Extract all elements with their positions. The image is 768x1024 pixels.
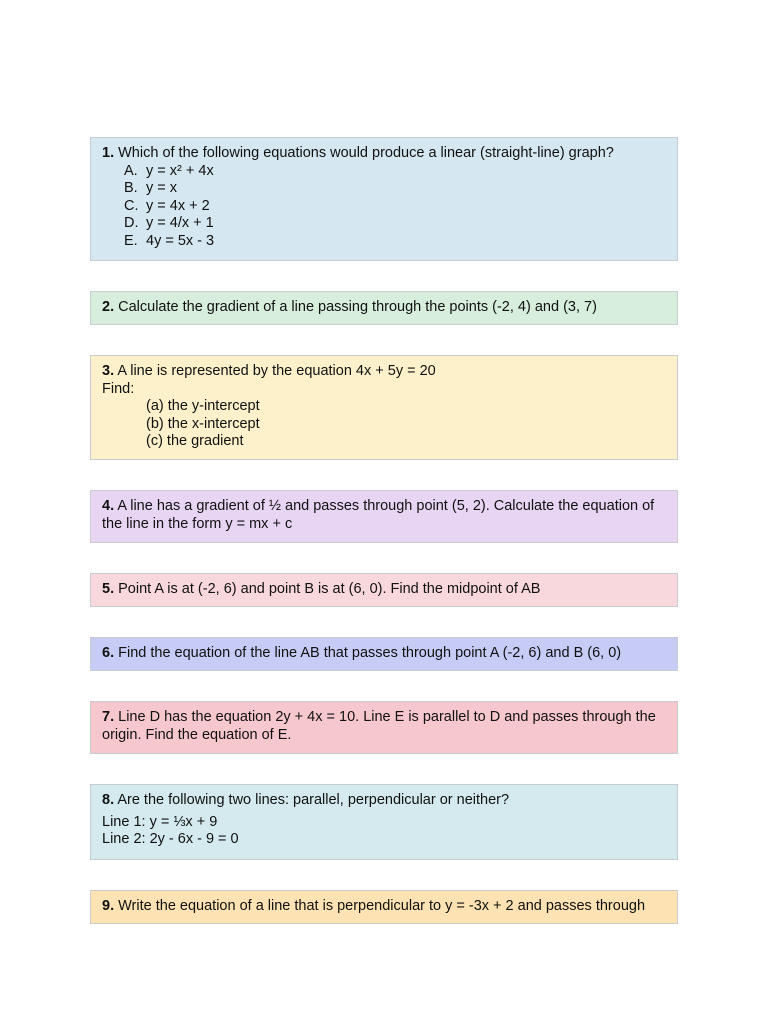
- question-3: [90, 355, 678, 460]
- question-6: [90, 637, 678, 671]
- question-number: 7.: [102, 709, 115, 725]
- question-text: A line has a gradient of ½ and passes through point (5, 2). Calculate the equation of the line in the form y = mx + c: [102, 498, 655, 532]
- question-text: Find the equation of the line AB that passes through point A (-2, 6) and B (6, 0): [118, 645, 622, 661]
- find-label: Find:: [102, 380, 135, 397]
- question-number: 3.: [102, 363, 115, 379]
- option-e: E. 4y = 5x - 3: [124, 232, 215, 249]
- question-1-prompt: [102, 145, 666, 163]
- question-number: 4.: [102, 498, 115, 514]
- question-text: A line is represented by the equation 4x + 5y = 20: [117, 363, 436, 379]
- question-5: [90, 573, 678, 607]
- question-2: [90, 291, 678, 325]
- question-text: Point A is at (-2, 6) and point B is at (6, 0). Find the midpoint of AB: [118, 581, 541, 597]
- question-text: Write the equation of a line that is perpendicular to y = -3x + 2 and passes through: [118, 898, 646, 914]
- option-c: C. y = 4x + 2: [124, 197, 210, 214]
- option-b: B. y = x: [124, 180, 178, 196]
- part-b: (b) the x-intercept: [146, 415, 260, 432]
- part-a: (a) the y-intercept: [146, 398, 260, 414]
- question-4: [90, 490, 678, 543]
- part-c: (c) the gradient: [146, 433, 244, 449]
- question-number: 5.: [102, 581, 115, 597]
- question-8: [90, 784, 678, 860]
- question-1: [90, 137, 678, 261]
- question-text: Calculate the gradient of a line passing through the points (-2, 4) and (3, 7): [118, 299, 597, 315]
- question-number: 2.: [102, 299, 115, 315]
- question-7: [90, 701, 678, 754]
- line-2-equation: Line 2: 2y - 6x - 9 = 0: [102, 831, 239, 847]
- line-1-equation: Line 1: y = ⅓x + 9: [102, 813, 218, 830]
- option-a: A. y = x² + 4x: [124, 162, 214, 179]
- answer-options: [102, 163, 666, 251]
- question-text: Which of the following equations would produce a linear (straight-line) graph?: [118, 145, 614, 161]
- question-9: [90, 890, 678, 924]
- question-number: 1.: [102, 145, 115, 161]
- question-number: 6.: [102, 645, 115, 661]
- question-text: Line D has the equation 2y + 4x = 10. Line E is parallel to D and passes through the origin. Find the equation of E.: [102, 709, 656, 743]
- question-number: 9.: [102, 898, 115, 914]
- question-text: Are the following two lines: parallel, perpendicular or neither?: [117, 792, 510, 808]
- question-number: 8.: [102, 792, 115, 808]
- option-d: D. y = 4/x + 1: [124, 215, 214, 231]
